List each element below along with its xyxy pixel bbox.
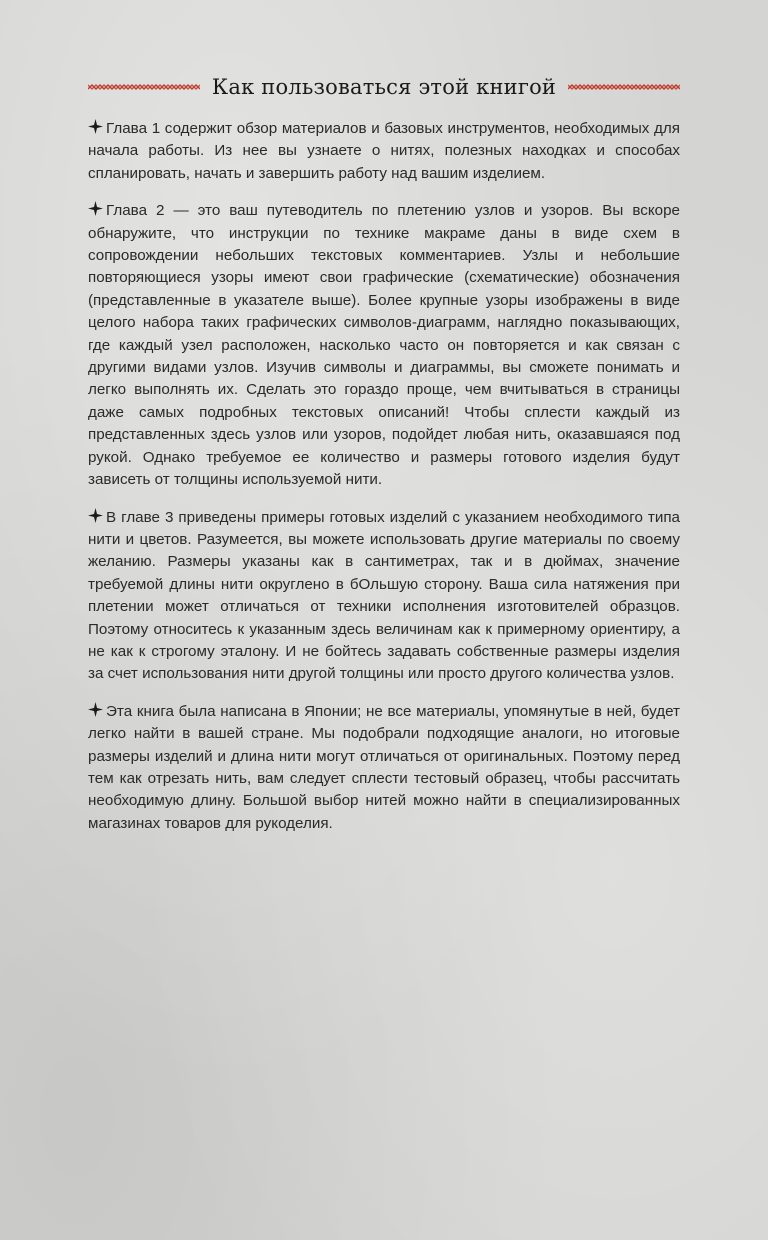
four-point-star-icon xyxy=(88,702,103,717)
paragraph-text: Эта книга была написана в Японии; не все материалы, упомянутые в ней, будет легко найти в вашей стране. Мы подобрали подходящие аналоги, но итоговые размеры изделий и длина нити могут отличаться от оригинальных. Поэтому перед тем как отрезать нить, вам следует сплести тестовый образец, чтобы рассчитать необходимую длину. Большой выбор нитей можно найти в специализированных магазинах товаров для рукоделия. xyxy=(88,702,680,832)
paragraph-text: Глава 1 содержит обзор материалов и базовых инструментов, необходимых для начала работы. Из нее вы узнаете о нитях, полезных находках и способах спланировать, начать и завершить работу над вашим изделием. xyxy=(88,120,680,182)
paragraph-chapter-3 xyxy=(88,507,680,686)
paragraph-materials-note xyxy=(88,701,680,835)
red-zigzag-ornament-left-icon xyxy=(88,82,200,92)
paragraph-text: В главе 3 приведены примеры готовых изделий с указанием необходимого типа нити и цветов. Разумеется, вы можете использовать другие материалы по своему желанию. Размеры указаны как в сантиметрах, так и в дюймах, значение требуемой длины нити округлено в бОльшую сторону. Ваша сила натяжения при плетении может отличаться от техники исполнения изготовителей образцов. Поэтому относитесь к указанным здесь величинам как к примерному ориентиру, а не как к строгому эталону. И не бойтесь задавать собственные размеры изделия за счет использования нити другой толщины или просто другого количества узлов. xyxy=(88,508,680,683)
paragraph-chapter-1 xyxy=(88,118,680,185)
page-title: Как пользоваться этой книгой xyxy=(211,75,557,99)
paragraph-text: Глава 2 — это ваш путеводитель по плетению узлов и узоров. Вы вскоре обнаружите, что инструкции по технике макраме даны в виде схем в сопровождении небольших текстовых комментариев. Узлы и небольшие повторяющиеся узоры имеют свои графические (схематические) обозначения (представленные в указателе выше). Более крупные узоры изображены в виде целого набора таких графических символов-диаграмм, наглядно показывающих, где каждый узел расположен, насколько часто он повторяется и как связан с другими видами узлов. Изучив символы и диаграммы, вы сможете понимать и легко выполнять их. Сделать это гораздо проще, чем вчитываться в страницы даже самых подробных текстовых описаний! Чтобы сплести каждый из представленных здесь узлов или узоров, подойдет любая нить, оказавшаяся под рукой. Однако требуемое ее количество и размеры готового изделия будут зависеть от толщины используемой нити. xyxy=(88,202,680,489)
four-point-star-icon xyxy=(88,508,103,523)
four-point-star-icon xyxy=(88,119,103,134)
section-header xyxy=(88,72,680,102)
four-point-star-icon xyxy=(88,201,103,216)
body-text xyxy=(88,118,680,850)
paragraph-chapter-2 xyxy=(88,200,680,491)
red-zigzag-ornament-right-icon xyxy=(568,82,680,92)
